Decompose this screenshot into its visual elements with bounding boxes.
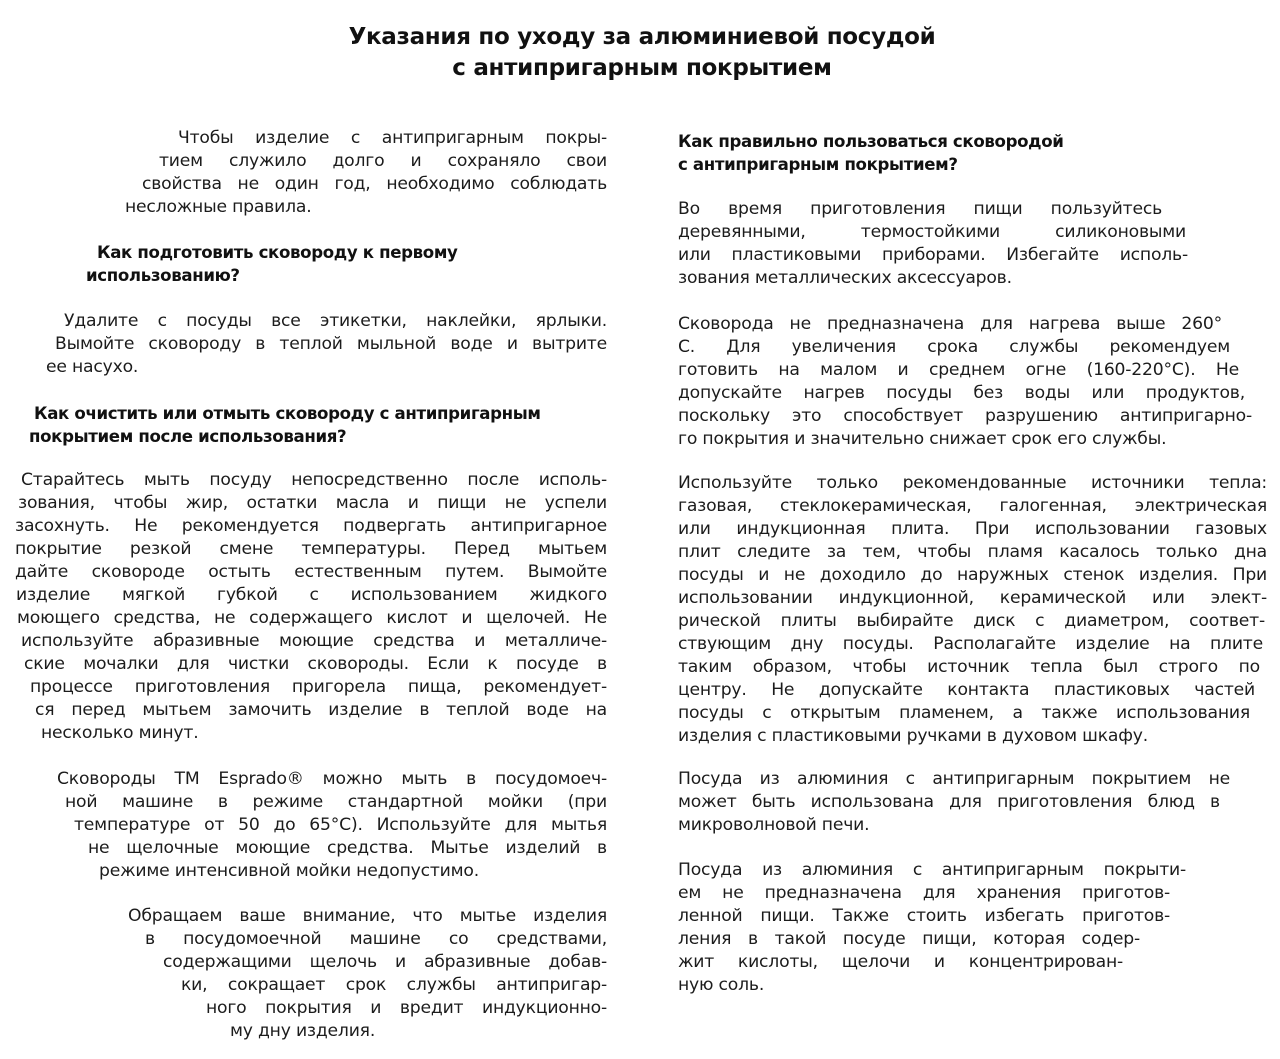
text-line: изделия с пластиковыми ручками в духовом шкафу. xyxy=(678,726,1148,746)
text-line: засохнуть. Не рекомендуется подвергать антипригарное xyxy=(15,516,607,536)
document-title xyxy=(0,22,1280,84)
text-line: ления в такой посуде пищи, которая содер- xyxy=(678,929,1140,949)
text-line: моющего средства, не содержащего кислот и щелочей. Не xyxy=(17,608,607,628)
text-line: му дну изделия. xyxy=(230,1021,376,1041)
text-line: зования, чтобы жир, остатки масла и пищи не успели xyxy=(18,493,607,513)
text-line: ной машине в режиме стандартной мойки (при xyxy=(65,792,607,812)
text-line: микроволновой печи. xyxy=(678,815,870,835)
text-line: температуре от 50 до 65°С). Используйте для мытья xyxy=(74,815,607,835)
text-line: рической плиты выбирайте диск с диаметром, соответ- xyxy=(678,611,1265,631)
text-line: режиме интенсивной мойки недопустимо. xyxy=(99,861,479,881)
text-line: или индукционная плита. При использовании газовых xyxy=(678,519,1267,539)
text-line: Во время приготовления пищи пользуйтесь xyxy=(678,199,1162,219)
text-line: покрытие резкой смене температуры. Перед мытьем xyxy=(15,539,607,559)
text-line: Сковорода не предназначена для нагрева выше 260° xyxy=(678,314,1222,334)
text-line: посуды с открытым пламенем, а также использования xyxy=(678,703,1250,723)
text-line: посуды и не доходило до наружных стенок изделия. При xyxy=(678,565,1267,585)
text-line: Сковороды TM Esprado® можно мыть в посудомоеч- xyxy=(57,769,607,789)
text-line: содержащими щелочь и абразивные добав- xyxy=(163,952,607,972)
text-line: газовая, стеклокерамическая, галогенная, электрическая xyxy=(678,496,1267,516)
text-line: не щелочные моющие средства. Мытье изделий в xyxy=(88,838,607,858)
text-line: несложные правила. xyxy=(125,197,312,217)
text-line: Посуда из алюминия с антипригарным покрыти- xyxy=(678,860,1186,880)
text-line: использовании индукционной, керамической или элект- xyxy=(678,588,1267,608)
text-line: С. Для увеличения срока службы рекомендуем xyxy=(678,337,1230,357)
text-line: Чтобы изделие с антипригарным покры- xyxy=(178,128,607,148)
text-line: свойства не один год, необходимо соблюдать xyxy=(142,174,607,194)
text-line: Используйте только рекомендованные источники тепла: xyxy=(678,473,1267,493)
text-line: изделие мягкой губкой с использованием жидкого xyxy=(16,585,607,605)
text-line: жит кислоты, щелочи и концентрирован- xyxy=(678,952,1123,972)
text-line: процессе приготовления пригорела пища, рекомендует- xyxy=(30,677,607,697)
text-line: может быть использована для приготовления блюд в xyxy=(678,792,1220,812)
text-line: Удалите с посуды все этикетки, наклейки, ярлыки. xyxy=(64,311,607,331)
title-line: с антипригарным покрытием xyxy=(452,55,832,81)
heading-line: покрытием после использования? xyxy=(29,427,347,446)
text-line: дайте сковороде остыть естественным путем. Вымойте xyxy=(15,562,607,582)
text-line: используйте абразивные моющие средства и металличе- xyxy=(21,631,607,651)
text-line: Обращаем ваше внимание, что мытье изделия xyxy=(128,906,607,926)
text-line: тием служило долго и сохраняло свои xyxy=(159,151,607,171)
text-line: го покрытия и значительно снижает срок его службы. xyxy=(678,429,1167,449)
heading-line: с антипригарным покрытием? xyxy=(678,155,958,174)
text-line: несколько минут. xyxy=(41,723,199,743)
text-line: ного покрытия и вредит индукционно- xyxy=(206,998,607,1018)
text-line: ки, сокращает срок службы антипригар- xyxy=(181,975,607,995)
heading-line: Как правильно пользоваться сковородой xyxy=(678,132,1064,151)
heading-line: Как подготовить сковороду к первому xyxy=(97,243,458,262)
title-line: Указания по уходу за алюминиевой посудой xyxy=(348,24,936,50)
text-line: плит следите за тем, чтобы пламя касалось только дна xyxy=(678,542,1267,562)
text-line: ную соль. xyxy=(678,975,765,995)
text-line: ем не предназначена для хранения приготов- xyxy=(678,883,1170,903)
text-line: зования металлических аксессуаров. xyxy=(678,268,1012,288)
text-line: поскольку это способствует разрушению антипригарно- xyxy=(678,406,1252,426)
text-line: ствующим дну посуды. Располагайте изделие на плите xyxy=(678,634,1263,654)
heading-line: использованию? xyxy=(86,266,240,285)
text-line: Старайтесь мыть посуду непосредственно после исполь- xyxy=(21,470,607,490)
text-line: готовить на малом и среднем огне (160-220°С). Не xyxy=(678,360,1239,380)
text-line: таким образом, чтобы источник тепла был строго по xyxy=(678,657,1260,677)
text-line: Вымойте сковороду в теплой мыльной воде и вытрите xyxy=(55,334,607,354)
text-line: центру. Не допускайте контакта пластиковых частей xyxy=(678,680,1255,700)
text-line: ские мочалки для чистки сковороды. Если к посуде в xyxy=(24,654,607,674)
text-line: ленной пищи. Также стоить избегать приготов- xyxy=(678,906,1170,926)
text-line: в посудомоечной машине со средствами, xyxy=(145,929,607,949)
text-line: ся перед мытьем замочить изделие в теплой воде на xyxy=(35,700,607,720)
text-line: или пластиковыми приборами. Избегайте исполь- xyxy=(678,245,1188,265)
text-line: деревянными, термостойкими силиконовыми xyxy=(678,222,1186,242)
heading-line: Как очистить или отмыть сковороду с антипригарным xyxy=(34,404,541,423)
text-line: ее насухо. xyxy=(46,357,139,377)
text-line: допускайте нагрев посуды без воды или продуктов, xyxy=(678,383,1245,403)
text-line: Посуда из алюминия с антипригарным покрытием не xyxy=(678,769,1230,789)
